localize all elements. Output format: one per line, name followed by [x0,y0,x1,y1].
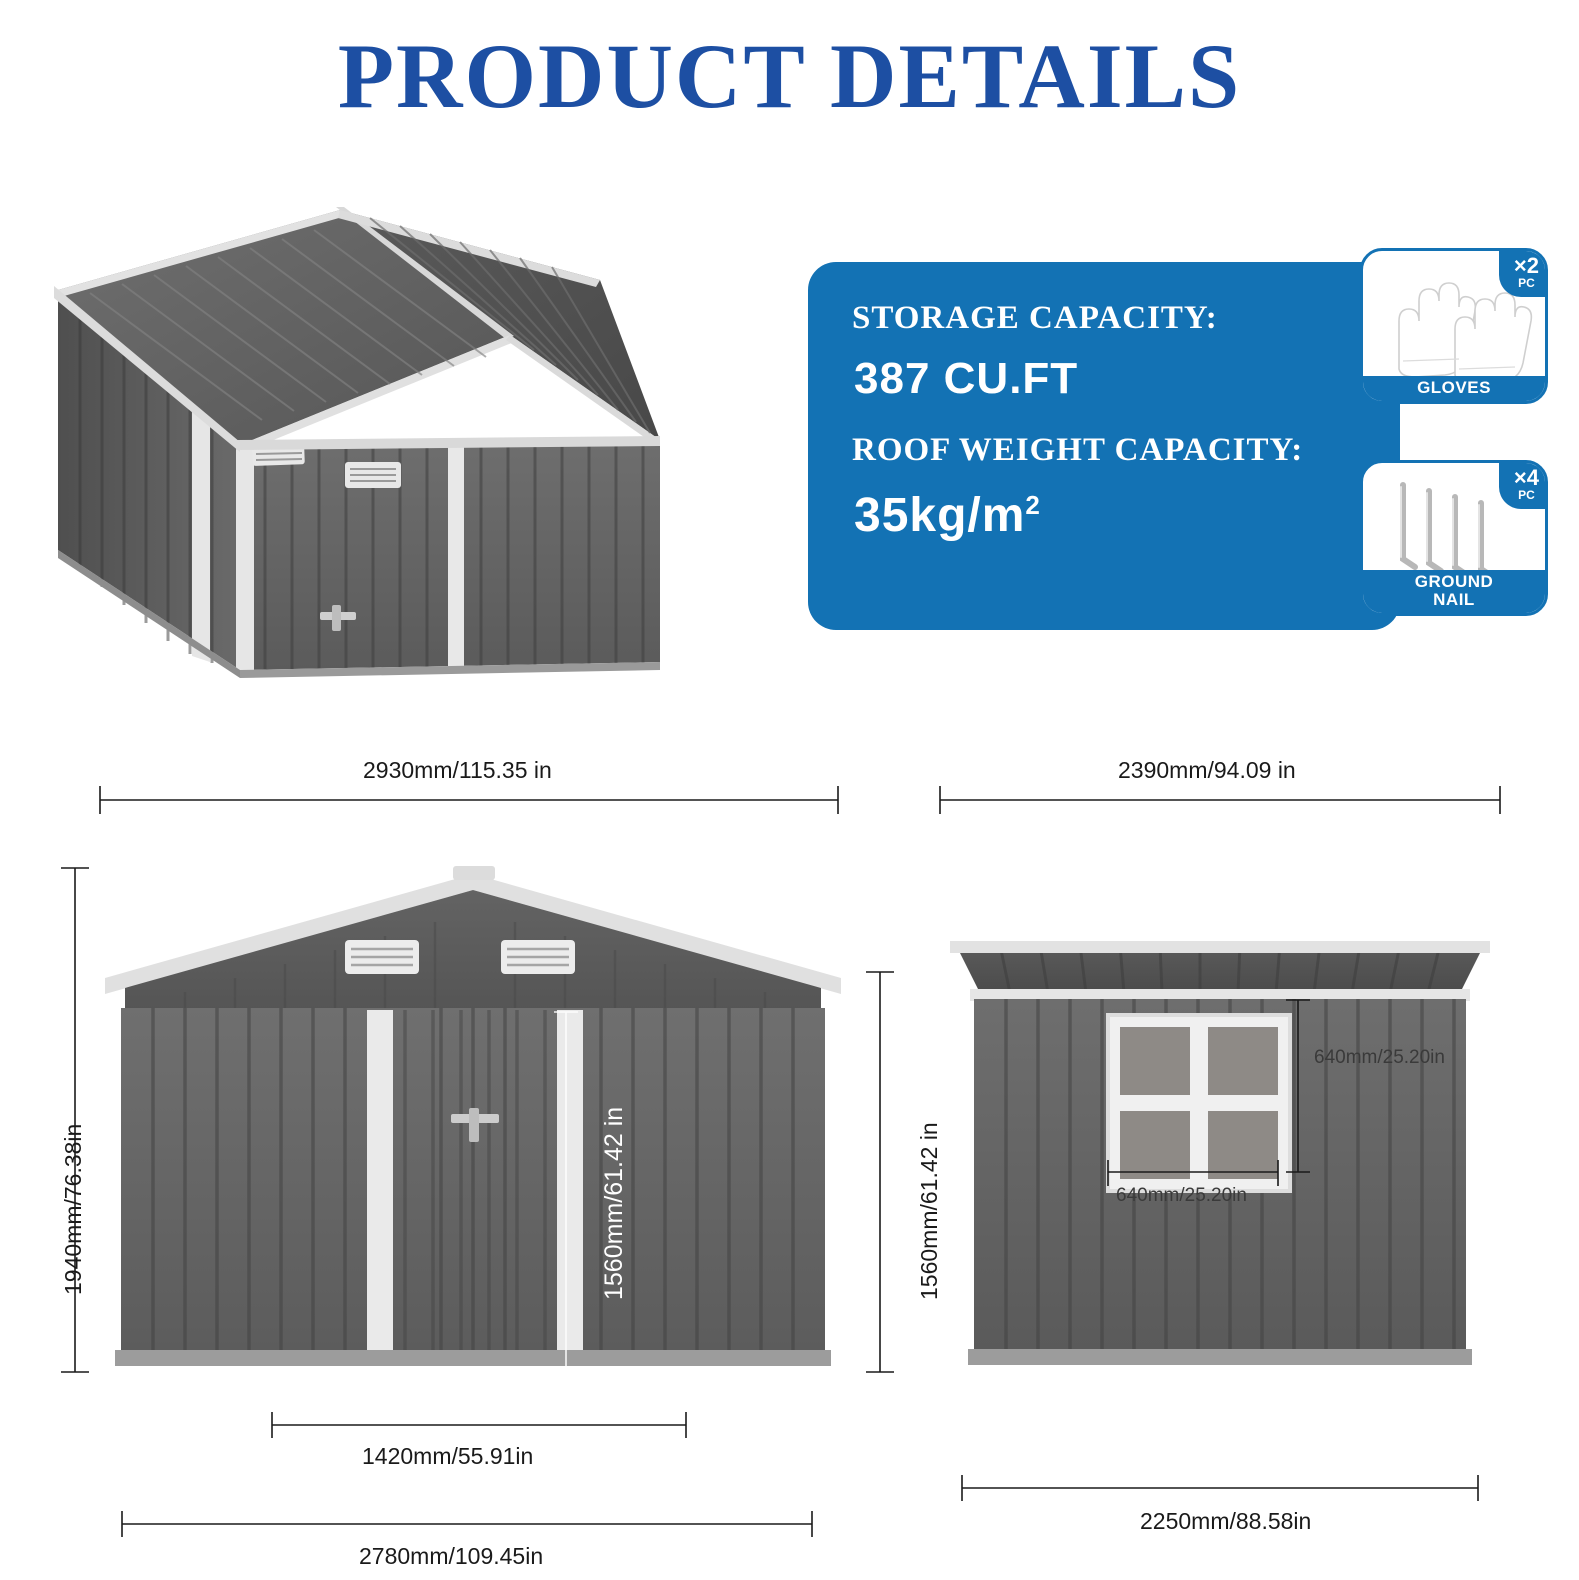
dim-side-window-width: 640mm/25.20in [1116,1185,1247,1206]
capacity-info-panel [808,262,1400,630]
nail-caption [1363,570,1545,613]
roof-weight-capacity-label: ROOF WEIGHT CAPACITY: [852,432,1304,468]
hero-shed-svg [40,150,800,730]
page-title: PRODUCT DETAILS [337,25,1242,127]
dim-side-window-height: 640mm/25.20in [1314,1047,1445,1068]
nail-caption-line2: NAIL [1433,590,1475,610]
roof-weight-capacity-value [854,488,1041,543]
roof-weight-number: 35kg/m [854,489,1026,542]
dim-side-top-width: 2390mm/94.09 in [1118,757,1296,783]
storage-capacity-value: 387 CU.FT [854,354,1079,403]
front-view-illustration [95,860,855,1380]
gloves-qty-number: ×2 [1513,253,1539,278]
storage-capacity-label: STORAGE CAPACITY: [852,300,1218,336]
front-view-svg [95,860,855,1380]
gloves-qty-unit: PC [1518,276,1535,290]
accessory-ground-nail [1360,460,1548,616]
gloves-qty-badge [1514,255,1539,289]
side-view-svg [940,915,1500,1375]
dim-front-door-height: 1560mm/61.42 in [600,1106,628,1300]
hero-shed-illustration [40,150,800,730]
nail-qty-badge [1514,467,1539,501]
dim-front-door-width: 1420mm/55.91in [362,1443,534,1469]
gloves-caption: GLOVES [1363,376,1545,401]
side-view-illustration [940,915,1500,1375]
nail-qty-unit: PC [1518,488,1535,502]
dim-front-overall-width: 2780mm/109.45in [359,1543,544,1569]
dim-hero-width: 2930mm/115.35 in [363,757,552,783]
roof-weight-exponent: 2 [1025,490,1041,520]
dim-front-overall-height: 1940mm/76.38in [60,1123,86,1295]
dim-front-wall-height: 1560mm/61.42 in [916,1122,942,1300]
accessory-gloves [1360,248,1548,404]
dim-side-overall-width: 2250mm/88.58in [1140,1508,1312,1534]
nail-caption-line1: GROUND [1414,572,1494,592]
nail-qty-number: ×4 [1513,465,1539,490]
